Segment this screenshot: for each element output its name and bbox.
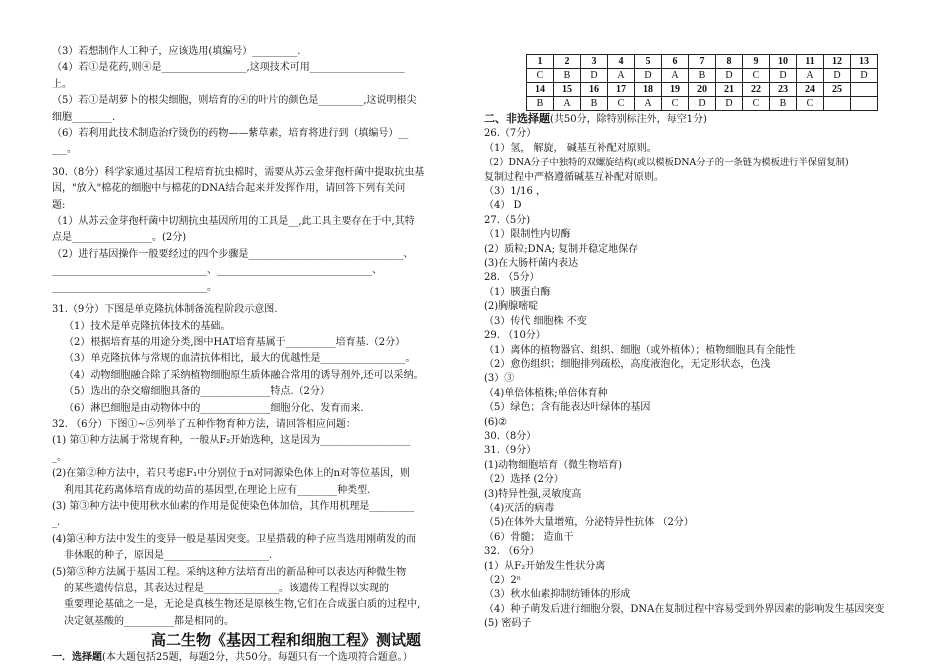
- page-title: 高二生物《基因工程和细胞工程》测试题: [150, 631, 421, 650]
- q32-4-cont: 非休眠的种子，原因是_____________________.: [64, 550, 273, 562]
- q32-3-cont: _.: [52, 517, 61, 529]
- right-column: [484, 112, 904, 632]
- q32-4: (4)第④种方法中发生的变异一般是基因突变。卫星搭载的种子应当选用刚萌发的而: [52, 533, 417, 545]
- ans-32-5: (5) 密码子: [484, 618, 532, 630]
- ans-31-5: （5)在体外大量增殖，分泌特异性抗体 （2分）: [484, 517, 694, 529]
- section1-heading: [52, 650, 470, 666]
- table-cell: A: [608, 69, 635, 83]
- q29-4-cont: 上。: [52, 78, 72, 90]
- table-cell: D: [824, 69, 851, 83]
- table-cell: B: [527, 97, 554, 111]
- q31-1: （1）技术是单克隆抗体技术的基础。: [64, 320, 231, 332]
- table-row-numbers-1: [527, 55, 878, 69]
- q31-4: （4）动物细胞融合除了采纳植物细胞原生质体融合常用的诱导剂外,还可以采纳。: [64, 369, 424, 381]
- table-cell: 13: [851, 55, 878, 69]
- section1-label: 一．选择题: [52, 652, 102, 664]
- q31-6: （6）淋巴细胞是由动物体中的______________细胞分化、发育而来.: [64, 402, 364, 414]
- ans-32-3: （3）秋水仙素抑制纺锤体的形成: [484, 589, 631, 601]
- section1-text: (本大题包括25题，每题2分，共50分。每题只有一个选项符合题意。）: [102, 652, 413, 664]
- table-cell: D: [689, 97, 716, 111]
- table-cell: C: [527, 69, 554, 83]
- table-cell: D: [716, 69, 743, 83]
- ans-26-3: （3）1/16 ，: [484, 186, 546, 198]
- section2-label: 二、非选择题: [484, 112, 550, 125]
- table-cell: 25: [824, 83, 851, 97]
- ans-32-4: （4）种子萌发后进行细胞分裂，DNA在复制过程中容易受到外界因素的影响发生基因突变: [484, 603, 885, 615]
- ans-29-1: （1）离体的植物器官、组织、细胞（或外植体）；植物细胞具有全能性: [484, 344, 796, 356]
- table-cell: C: [608, 97, 635, 111]
- table-cell: 9: [743, 55, 770, 69]
- ans-26: 26.（7分）: [484, 128, 537, 140]
- ans-27-1: （1）限制性内切酶: [484, 229, 571, 241]
- table-cell: 15: [554, 83, 581, 97]
- q32-1: (1) 第①种方法属于常规育种，一般从F₂开始选种，这是因为__________________: [52, 435, 411, 447]
- q30-2-blanks-end: _______________________________。: [52, 281, 217, 293]
- ans-26-4: （4） D: [484, 200, 522, 212]
- table-cell: 16: [581, 83, 608, 97]
- ans-29-4: （4)单倍体植株;单倍体育种: [484, 387, 608, 399]
- section2-text: (共50分，除特别标注外，每空1分): [550, 114, 707, 125]
- table-row-answers-2: [527, 97, 878, 111]
- table-cell: 12: [824, 55, 851, 69]
- ans-26-2: （2）DNA分子中独特的双螺旋结构(或以模板DNA分子的一条链为模板进行半保留复制): [484, 157, 849, 169]
- table-cell: 24: [797, 83, 824, 97]
- table-row-answers-1: [527, 69, 878, 83]
- q32-1-cont: _。: [52, 451, 67, 463]
- ans-28-1: （1）胰蛋白酶: [484, 286, 551, 298]
- ans-29: 29. （10分）: [484, 330, 546, 342]
- ans-32-2: （2）2ⁿ: [484, 575, 522, 586]
- ans-26-2-cont: 复制过程中严格遵循碱基互补配对原则。: [484, 171, 664, 183]
- ans-31-4: （4)灭活的病毒: [484, 502, 555, 514]
- q29-4: （4）若①是花药,则④是_________________,这项技术可用___________________: [52, 62, 405, 74]
- q30-1-cont: 点是________________。(2分): [52, 232, 187, 244]
- table-cell: 5: [635, 55, 662, 69]
- table-cell: 20: [689, 83, 716, 97]
- table-cell: A: [797, 69, 824, 83]
- table-cell: 11: [797, 55, 824, 69]
- ans-32-1: (1）从F₂开始发生性状分离: [484, 560, 606, 572]
- table-cell: D: [851, 69, 878, 83]
- q31-5: （5）选出的杂交瘤细胞具备的______________特点.（2分）: [64, 386, 330, 398]
- q30-stem-3: 题:: [52, 199, 66, 211]
- table-cell: 22: [743, 83, 770, 97]
- table-cell: 1: [527, 55, 554, 69]
- section2-heading: [484, 112, 904, 127]
- q29-5: （5）若①是胡萝卜的根尖细胞，则培育的④的叶片的颜色是_________,这说明根尖: [52, 95, 417, 107]
- ans-30: 30.（8分）: [484, 430, 537, 442]
- table-cell: 14: [527, 83, 554, 97]
- table-cell: 8: [716, 55, 743, 69]
- ans-27: 27.（5分): [484, 214, 531, 226]
- table-cell: [824, 97, 851, 111]
- ans-31-2: （2）选择 (2分）: [484, 474, 564, 486]
- table-cell: 10: [770, 55, 797, 69]
- table-cell: C: [743, 69, 770, 83]
- q30-stem-2: 因，"放入"棉花的细胞中与棉花的DNA结合起来并发挥作用，请回答下列有关问: [52, 183, 406, 195]
- table-cell: C: [662, 97, 689, 111]
- ans-31-1: (1)动物细胞培育（微生物培育): [484, 459, 623, 471]
- q32-2-cont: 利用其花药离体培育成的幼苗的基因型,在理论上应有________种类型.: [64, 484, 371, 496]
- table-cell: B: [581, 97, 608, 111]
- table-cell: B: [554, 69, 581, 83]
- ans-27-3: (3)在大肠杆菌内表达: [484, 258, 579, 270]
- table-cell: A: [662, 69, 689, 83]
- q32-5-cont-3: 决定氨基酸的__________都是相同的。: [64, 615, 234, 627]
- q32-stem: 32. （6分）下图①~⑤列举了五种作物育种方法，请回答相应问题：: [52, 418, 356, 430]
- table-row-numbers-2: [527, 83, 878, 97]
- q31-2: （2）根据培育基的用途分类,图中HAT培育基属于__________培育基.（2分）: [64, 336, 406, 348]
- left-column: [52, 44, 470, 667]
- ans-29-3: (3）③: [484, 373, 515, 385]
- table-cell: A: [554, 97, 581, 111]
- q29-5-cont: 细胞________.: [52, 111, 116, 123]
- table-cell: D: [716, 97, 743, 111]
- table-cell: [851, 97, 878, 111]
- table-cell: C: [743, 97, 770, 111]
- ans-29-2: （2）愈伤组织；细胞排列疏松，高度液泡化，无定形状态，色浅: [484, 358, 771, 370]
- table-cell: 3: [581, 55, 608, 69]
- q31-3: （3）单克隆抗体与常规的血清抗体相比，最大的优越性是_________________。: [64, 353, 416, 365]
- table-cell: B: [689, 69, 716, 83]
- table-cell: 2: [554, 55, 581, 69]
- q32-5-cont: 的某些遗传信息，其表达过程是_______________。该遗传工程得以实现的: [64, 583, 389, 594]
- table-cell: 7: [689, 55, 716, 69]
- table-cell: 18: [635, 83, 662, 97]
- q29-3: （3）若想制作人工种子，应该选用(填编号）_________.: [52, 46, 301, 57]
- table-cell: 4: [608, 55, 635, 69]
- ans-31: 31.（9分）: [484, 445, 537, 457]
- answer-table: [526, 54, 878, 111]
- table-cell: D: [635, 69, 662, 83]
- ans-28: 28. （5分）: [484, 272, 540, 284]
- q32-3: (3) 第③种方法中使用秋水仙素的作用是促使染色体加倍，其作用机理是_________: [52, 500, 415, 512]
- q30-2: （2）进行基因操作一般要经过的四个步骤是_______________________________、: [52, 248, 414, 260]
- ans-27-2: (2）质粒;DNA; 复制并稳定地保存: [484, 243, 639, 255]
- q32-5: (5)第⑤种方法属于基因工程。采纳这种方法培育出的新品种可以表达丙种微生物: [52, 566, 407, 578]
- q30-2-blanks: _______________________________、_______________________________、: [52, 265, 382, 277]
- ans-29-6: (6)②: [484, 416, 508, 428]
- ans-26-1: （1）氢， 解旋， 碱基互补配对原则。: [484, 142, 657, 154]
- ans-28-3: （3）传代 细胞株 不变: [484, 315, 587, 327]
- table-cell: 6: [662, 55, 689, 69]
- ans-28-2: (2)胸腺嘧啶: [484, 301, 539, 313]
- q30-1: （1）从苏云金芽孢杆菌中切割抗虫基因所用的工具是__,此工具主要存在于中,其特: [52, 216, 415, 228]
- q29-6: （6）若利用此技术制造治疗烫伤的药物——紫草素，培育将进行到（填编号）__: [52, 128, 409, 140]
- table-cell: D: [581, 69, 608, 83]
- ans-31-6: （6）骨髓； 造血干: [484, 531, 574, 543]
- q31-stem: 31.（9分）下图是单克隆抗体制备流程阶段示意图.: [52, 304, 278, 316]
- q32-2: (2)在第②种方法中，若只考虑F₁中分别位于n对同源染色体上的n对等位基因，则: [52, 468, 410, 480]
- table-cell: [851, 83, 878, 97]
- q29-6-cont: ___。: [52, 144, 77, 156]
- table-cell: B: [770, 97, 797, 111]
- table-cell: C: [797, 97, 824, 111]
- table-cell: 21: [716, 83, 743, 97]
- table-cell: 23: [770, 83, 797, 97]
- ans-31-3: (3)特异性强,灵敏度高: [484, 488, 582, 500]
- table-cell: 17: [608, 83, 635, 97]
- q30-stem: 30.（8分）科学家通过基因工程培育抗虫棉时，需要从苏云金芽孢杆菌中提取抗虫基: [52, 166, 425, 178]
- table-cell: D: [770, 69, 797, 83]
- table-cell: A: [635, 97, 662, 111]
- q32-5-cont-2: 重要理论基础之一是，无论是真核生物还是原核生物,它们在合成蛋白质的过程中,: [64, 599, 421, 611]
- ans-32: 32. （6分）: [484, 546, 540, 558]
- table-cell: 19: [662, 83, 689, 97]
- ans-29-5: （5）绿色；含有能表达叶绿体的基因: [484, 402, 651, 414]
